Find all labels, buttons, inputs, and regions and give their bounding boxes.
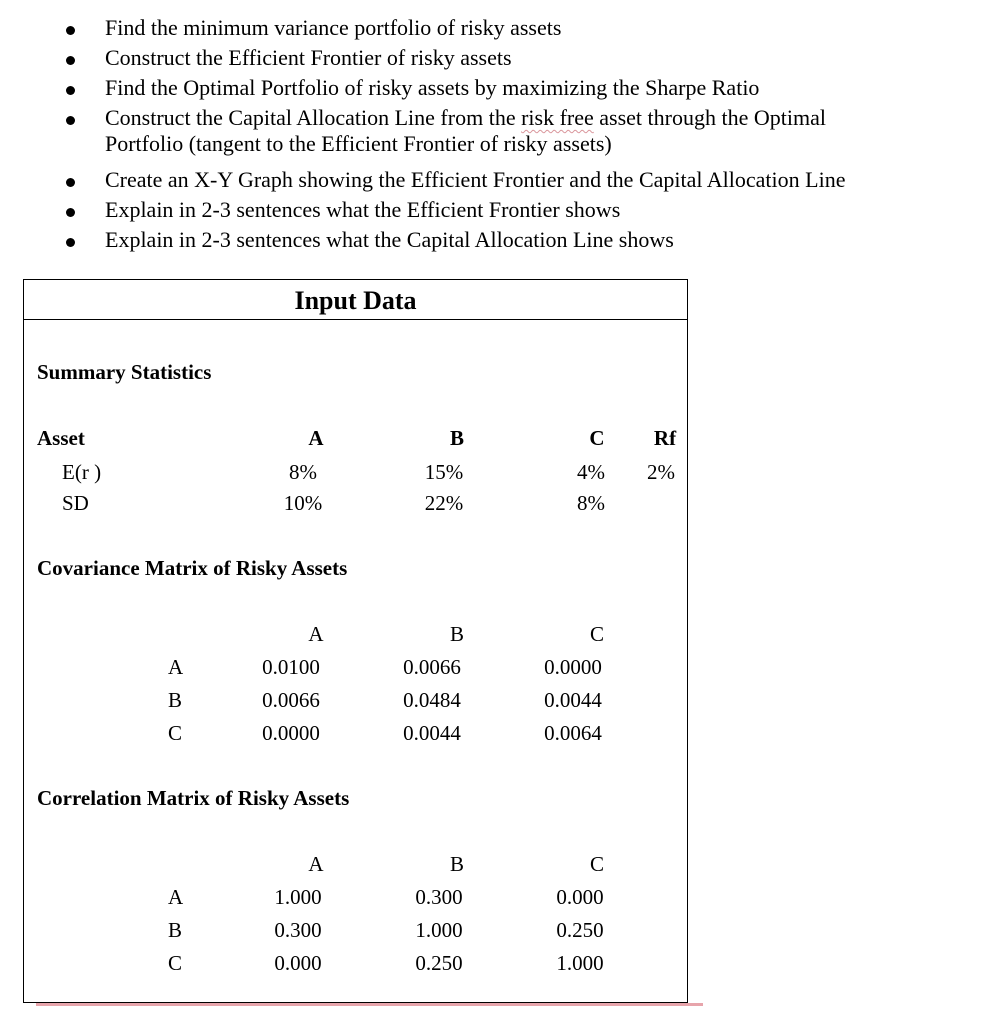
bullet-text [105,104,826,132]
correlation-col-header: A [308,852,324,876]
bullet-dot-icon [66,116,75,125]
bullet-text-continuation: Portfolio (tangent to the Efficient Frontier of risky assets) [105,131,612,156]
spellcheck-underlined-text[interactable]: risk free [521,105,594,130]
correlation-cell: 1.000 [415,918,463,942]
bullet-text: Explain in 2-3 sentences what the Capital Allocation Line shows [105,227,674,252]
spellcheck-underline [36,1003,703,1006]
correlation-cell: 1.000 [274,885,322,909]
summary-cell: 2% [647,460,675,484]
bullet-text: Explain in 2-3 sentences what the Efficient Frontier shows [105,197,621,222]
bullet-text-part: asset through the Optimal [593,105,826,130]
correlation-cell: 1.000 [556,951,604,975]
summary-cell: 22% [424,491,464,515]
correlation-col-header: B [449,852,464,876]
bullet-dot-icon [66,86,75,95]
bullet-dot-icon [66,238,75,247]
covariance-cell: 0.0100 [262,655,320,679]
summary-cell: 4% [577,460,605,484]
bullet-dot-icon [66,26,75,35]
input-data-title: Input Data [294,286,417,315]
summary-cell: 8% [289,460,317,484]
correlation-cell: 0.000 [556,885,604,909]
asset-label: Asset [37,426,85,450]
bullet-text: Find the minimum variance portfolio of risky assets [105,15,562,40]
bullet-text: Find the Optimal Portfolio of risky assets by maximizing the Sharpe Ratio [105,75,760,100]
covariance-cell: 0.0064 [544,721,602,745]
summary-statistics-heading: Summary Statistics [37,360,212,384]
summary-col-header: A [308,426,324,450]
summary-col-header: B [449,426,464,450]
bullet-text: Create an X-Y Graph showing the Efficient Frontier and the Capital Allocation Line [105,167,846,192]
covariance-cell: 0.0066 [262,688,320,712]
correlation-row-label: B [168,918,183,942]
bullet-dot-icon [66,178,75,187]
covariance-cell: 0.0484 [403,688,461,712]
bullet-dot-icon [66,56,75,65]
summary-cell: 15% [424,460,464,484]
bullet-dot-icon [66,208,75,217]
covariance-cell: 0.0000 [544,655,602,679]
correlation-cell: 0.300 [274,918,322,942]
summary-col-header: C [589,426,605,450]
covariance-cell: 0.0000 [262,721,320,745]
summary-row-label: E(r ) [62,460,102,484]
covariance-cell: 0.0044 [544,688,602,712]
input-data-header [24,280,687,320]
correlation-heading: Correlation Matrix of Risky Assets [37,786,350,810]
covariance-cell: 0.0066 [403,655,461,679]
covariance-cell: 0.0044 [403,721,461,745]
correlation-cell: 0.300 [415,885,463,909]
bullet-text-part: Construct the Capital Allocation Line from the [105,105,522,130]
covariance-row-label: C [168,721,183,745]
covariance-row-label: B [168,688,183,712]
correlation-row-label: C [168,951,183,975]
covariance-col-header: C [589,622,604,646]
covariance-col-header: B [449,622,464,646]
summary-row-label: SD [62,491,89,515]
correlation-cell: 0.250 [556,918,604,942]
summary-cell: 8% [577,491,605,515]
summary-col-header: Rf [653,426,677,450]
summary-cell: 10% [283,491,323,515]
covariance-row-label: A [168,655,184,679]
correlation-row-label: A [168,885,184,909]
correlation-cell: 0.250 [415,951,463,975]
covariance-col-header: A [308,622,324,646]
correlation-cell: 0.000 [274,951,322,975]
bullet-text: Construct the Efficient Frontier of risky assets [105,45,512,70]
correlation-col-header: C [589,852,604,876]
covariance-heading: Covariance Matrix of Risky Assets [37,556,348,580]
